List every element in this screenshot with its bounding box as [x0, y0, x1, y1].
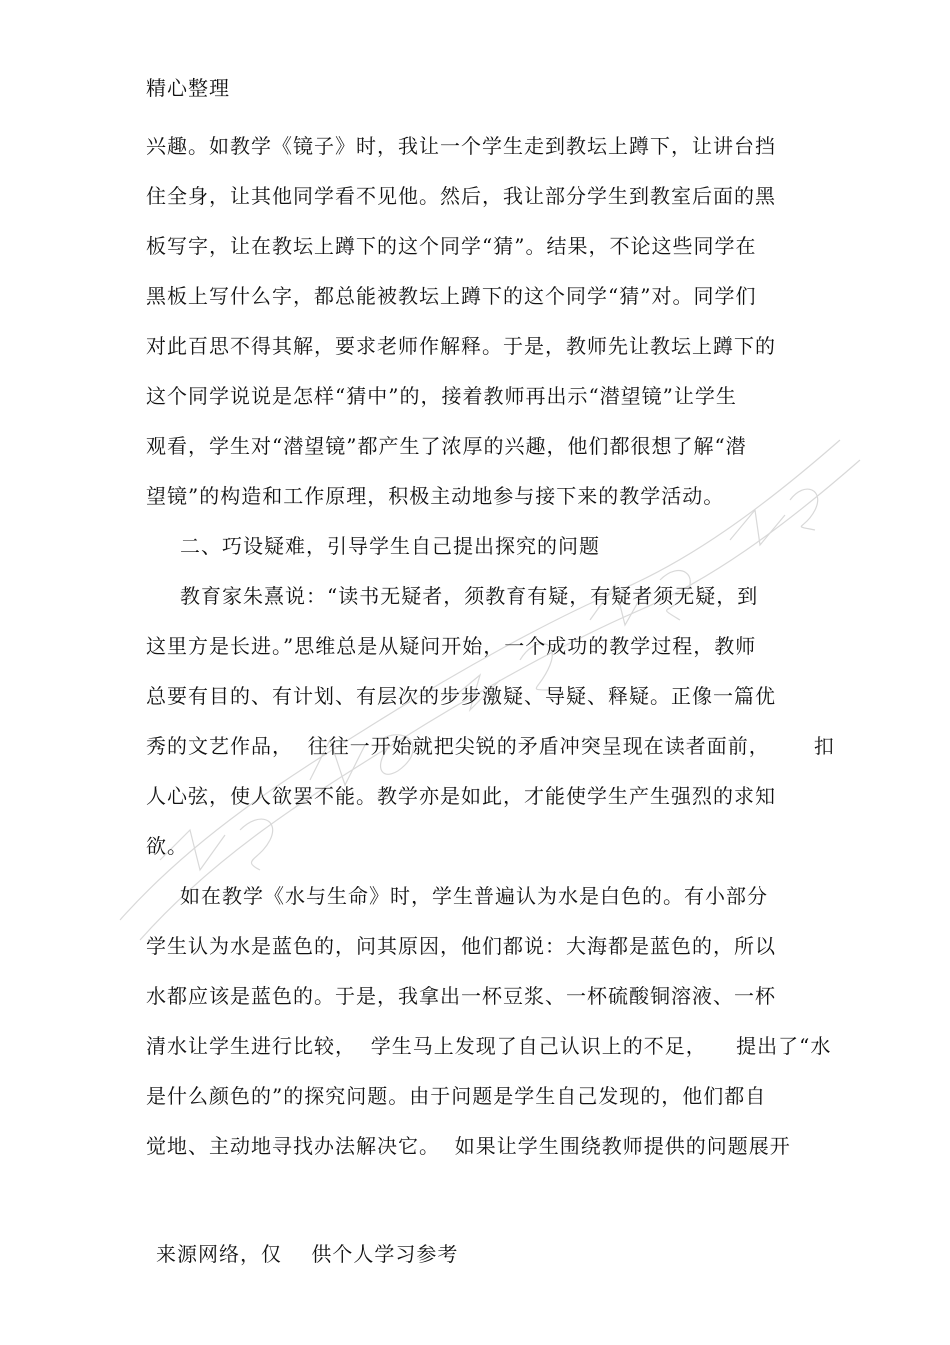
body-line: 观看，学生对“潜望镜”都产生了浓厚的兴趣，他们都很想了解“潜	[146, 434, 747, 458]
page-footer: 来源网络，仅 供个人学习参考	[156, 1242, 459, 1266]
body-line: 住全身，让其他同学看不见他。然后，我让部分学生到教室后面的黑	[146, 184, 776, 208]
body-line: 兴趣。如教学《镜子》时，我让一个学生走到教坛上蹲下，让讲台挡	[146, 134, 776, 158]
body-line: 总要有目的、有计划、有层次的步步激疑、导疑、释疑。正像一篇优	[146, 684, 776, 708]
body-line: 水都应该是蓝色的。于是，我拿出一杯豆浆、一杯硫酸铜溶液、一杯	[146, 984, 776, 1008]
body-line: 欲。	[146, 834, 188, 858]
body-line: 如在教学《水与生命》时，学生普遍认为水是白色的。有小部分	[180, 884, 768, 908]
body-line: 秀的文艺作品， 往往一开始就把尖锐的矛盾冲突呈现在读者面前， 扣	[146, 734, 835, 758]
body-line: 黑板上写什么字，都总能被教坛上蹲下的这个同学“猜”对。同学们	[146, 284, 757, 308]
body-line: 板写字，让在教坛上蹲下的这个同学“猜”。结果，不论这些同学在	[146, 234, 757, 258]
section-heading: 二、巧设疑难，引导学生自己提出探究的问题	[180, 534, 600, 558]
body-line: 人心弦，使人欲罢不能。教学亦是如此，才能使学生产生强烈的求知	[146, 784, 776, 808]
body-line: 望镜”的构造和工作原理，积极主动地参与接下来的教学活动。	[146, 484, 725, 508]
body-line: 觉地、主动地寻找办法解决它。 如果让学生围绕教师提供的问题展开	[146, 1134, 791, 1158]
body-line: 是什么颜色的”的探究问题。由于问题是学生自己发现的，他们都自	[146, 1084, 767, 1108]
body-line: 这个同学说说是怎样“猜中”的，接着教师再出示“潜望镜”让学生	[146, 384, 737, 408]
body-line: 对此百思不得其解，要求老师作解释。于是，教师先让教坛上蹲下的	[146, 334, 776, 358]
page-header: 精心整理	[146, 76, 230, 100]
body-line: 学生认为水是蓝色的，问其原因，他们都说：大海都是蓝色的，所以	[146, 934, 776, 958]
body-line: 清水让学生进行比较， 学生马上发现了自己认识上的不足， 提出了“水	[146, 1034, 832, 1058]
body-line: 教育家朱熹说：“读书无疑者，须教育有疑，有疑者须无疑，到	[180, 584, 759, 608]
body-line: 这里方是长进。”思维总是从疑问开始，一个成功的教学过程，教师	[146, 634, 757, 658]
